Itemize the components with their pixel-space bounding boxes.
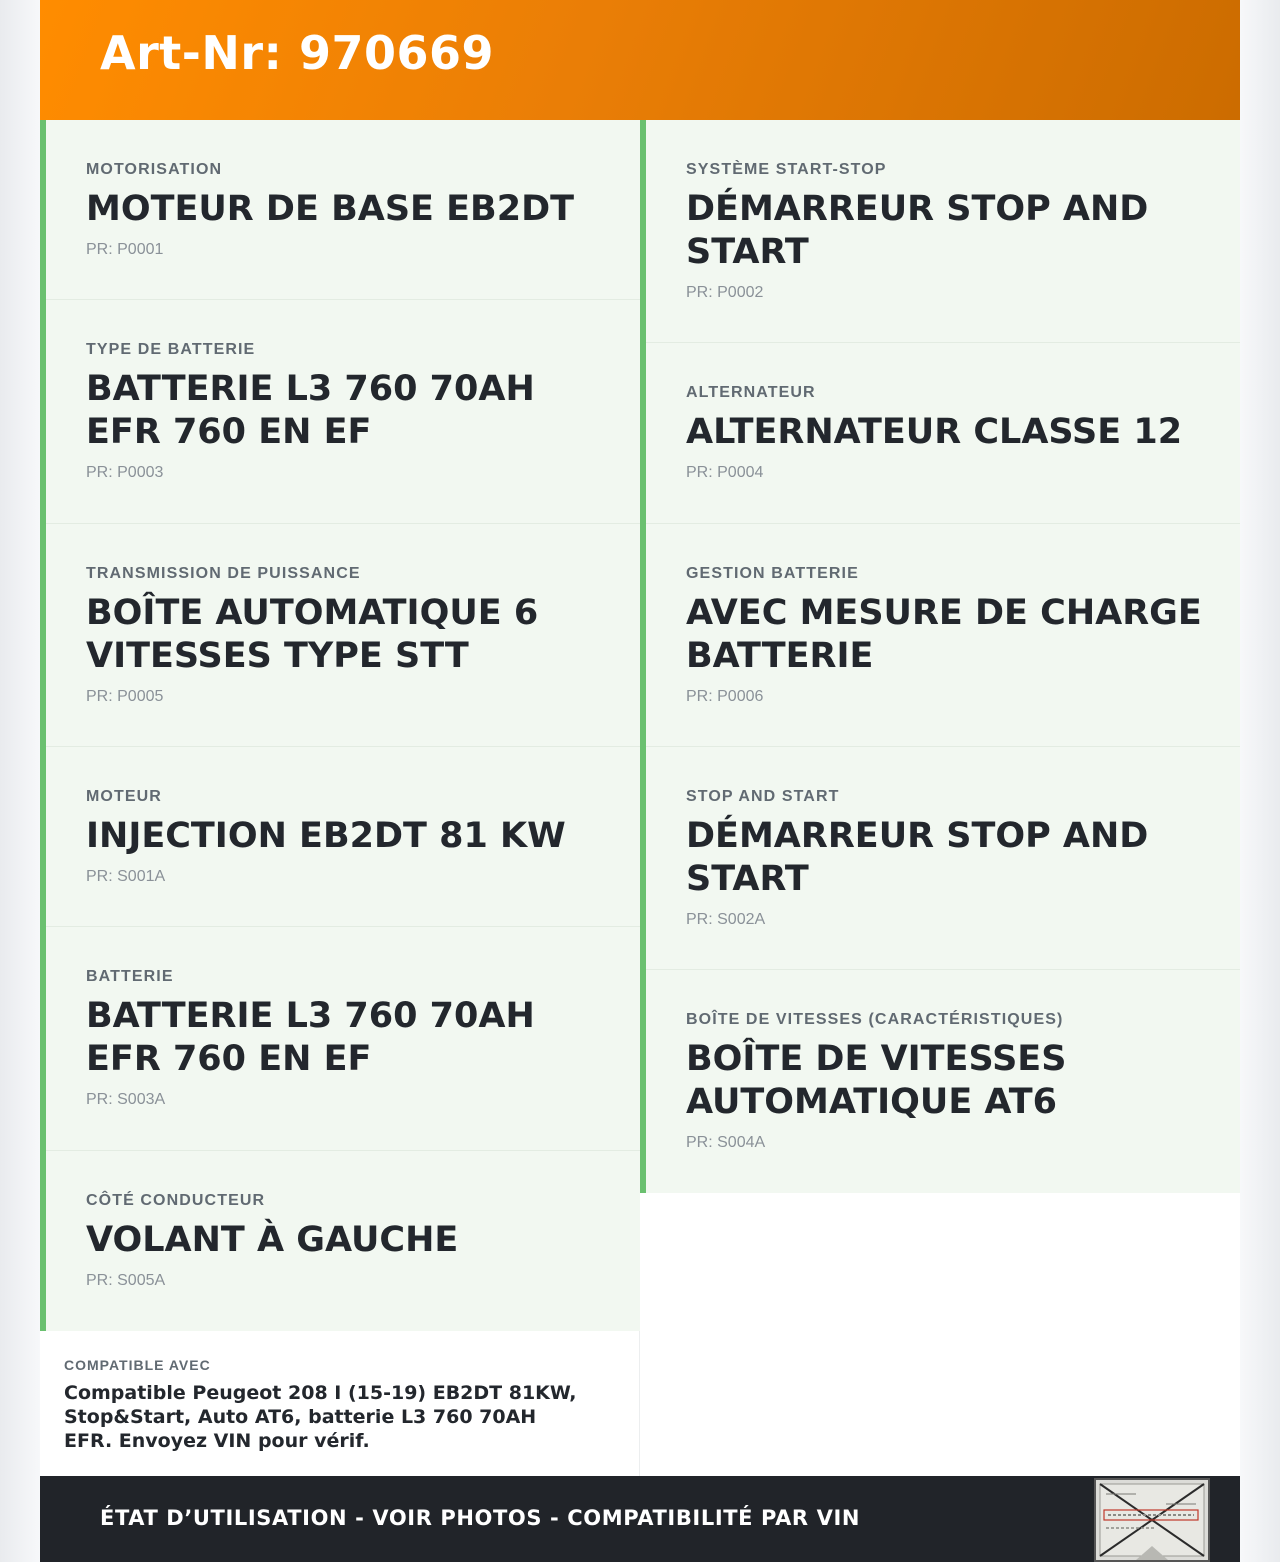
footer-text: ÉTAT D’UTILISATION - VOIR PHOTOS - COMPATIBILITÉ PAR VIN bbox=[100, 1506, 861, 1530]
spec-card bbox=[646, 970, 1240, 1193]
compatibility-text: Compatible Peugeot 208 I (15-19) EB2DT 81KW, Stop&Start, Auto AT6, batterie L3 760 70AH EFR. Envoyez VIN pour vérif. bbox=[64, 1382, 577, 1452]
spec-card bbox=[646, 120, 1240, 343]
spec-category: STOP AND START bbox=[686, 788, 840, 805]
spec-category: MOTORISATION bbox=[86, 161, 223, 178]
spec-category: TRANSMISSION DE PUISSANCE bbox=[86, 565, 361, 582]
spec-pr-code: PR: P0005 bbox=[86, 688, 164, 705]
spec-card bbox=[46, 524, 640, 747]
spec-category: ALTERNATEUR bbox=[686, 384, 816, 401]
spec-card bbox=[646, 343, 1240, 524]
spec-pr-code: PR: S002A bbox=[686, 911, 766, 928]
spec-card bbox=[646, 524, 1240, 747]
spec-value: BOÎTE AUTOMATIQUE 6 VITESSES TYPE STT bbox=[86, 593, 539, 676]
spec-value: MOTEUR DE BASE EB2DT bbox=[86, 189, 575, 229]
spec-card bbox=[46, 747, 640, 927]
vin-label-photo-icon[interactable] bbox=[1094, 1478, 1210, 1562]
spec-pr-code: PR: S001A bbox=[86, 868, 166, 885]
spec-column-right bbox=[640, 120, 1240, 1193]
compatibility-box bbox=[40, 1331, 640, 1476]
spec-pr-code: PR: S004A bbox=[686, 1134, 766, 1151]
spec-card bbox=[46, 300, 640, 524]
spec-value: BATTERIE L3 760 70AH EFR 760 EN EF bbox=[86, 996, 535, 1079]
spec-value: VOLANT À GAUCHE bbox=[86, 1220, 459, 1260]
spec-category: SYSTÈME START-STOP bbox=[686, 161, 887, 178]
spec-card bbox=[46, 120, 640, 300]
spec-column-left bbox=[40, 120, 640, 1331]
spec-pr-code: PR: P0006 bbox=[686, 688, 764, 705]
spec-pr-code: PR: P0002 bbox=[686, 284, 764, 301]
spec-value: DÉMARREUR STOP AND START bbox=[686, 816, 1149, 899]
spec-category: TYPE DE BATTERIE bbox=[86, 341, 256, 358]
compatibility-title: COMPATIBLE AVEC bbox=[64, 1357, 211, 1373]
page-title: Art-Nr: 970669 bbox=[100, 26, 495, 80]
spec-category: BATTERIE bbox=[86, 968, 174, 985]
spec-value: ALTERNATEUR CLASSE 12 bbox=[686, 412, 1183, 452]
spec-value: BOÎTE DE VITESSES AUTOMATIQUE AT6 bbox=[686, 1039, 1067, 1122]
spec-card bbox=[46, 927, 640, 1151]
spec-category: MOTEUR bbox=[86, 788, 162, 805]
spec-category: BOÎTE DE VITESSES (CARACTÉRISTIQUES) bbox=[686, 1011, 1064, 1028]
spec-pr-code: PR: P0003 bbox=[86, 464, 164, 481]
spec-category: GESTION BATTERIE bbox=[686, 565, 859, 582]
spec-card bbox=[646, 747, 1240, 970]
footer-bar bbox=[40, 1476, 1240, 1562]
spec-value: INJECTION EB2DT 81 KW bbox=[86, 816, 566, 856]
spec-value: BATTERIE L3 760 70AH EFR 760 EN EF bbox=[86, 369, 535, 452]
spec-card bbox=[46, 1151, 640, 1331]
spec-value: AVEC MESURE DE CHARGE BATTERIE bbox=[686, 593, 1202, 676]
spec-pr-code: PR: P0001 bbox=[86, 241, 164, 258]
spec-category: CÔTÉ CONDUCTEUR bbox=[86, 1192, 266, 1209]
spec-pr-code: PR: P0004 bbox=[686, 464, 764, 481]
spec-pr-code: PR: S005A bbox=[86, 1272, 166, 1289]
product-page bbox=[40, 0, 1240, 1562]
spec-value: DÉMARREUR STOP AND START bbox=[686, 189, 1149, 272]
header bbox=[40, 0, 1240, 120]
spec-pr-code: PR: S003A bbox=[86, 1091, 166, 1108]
